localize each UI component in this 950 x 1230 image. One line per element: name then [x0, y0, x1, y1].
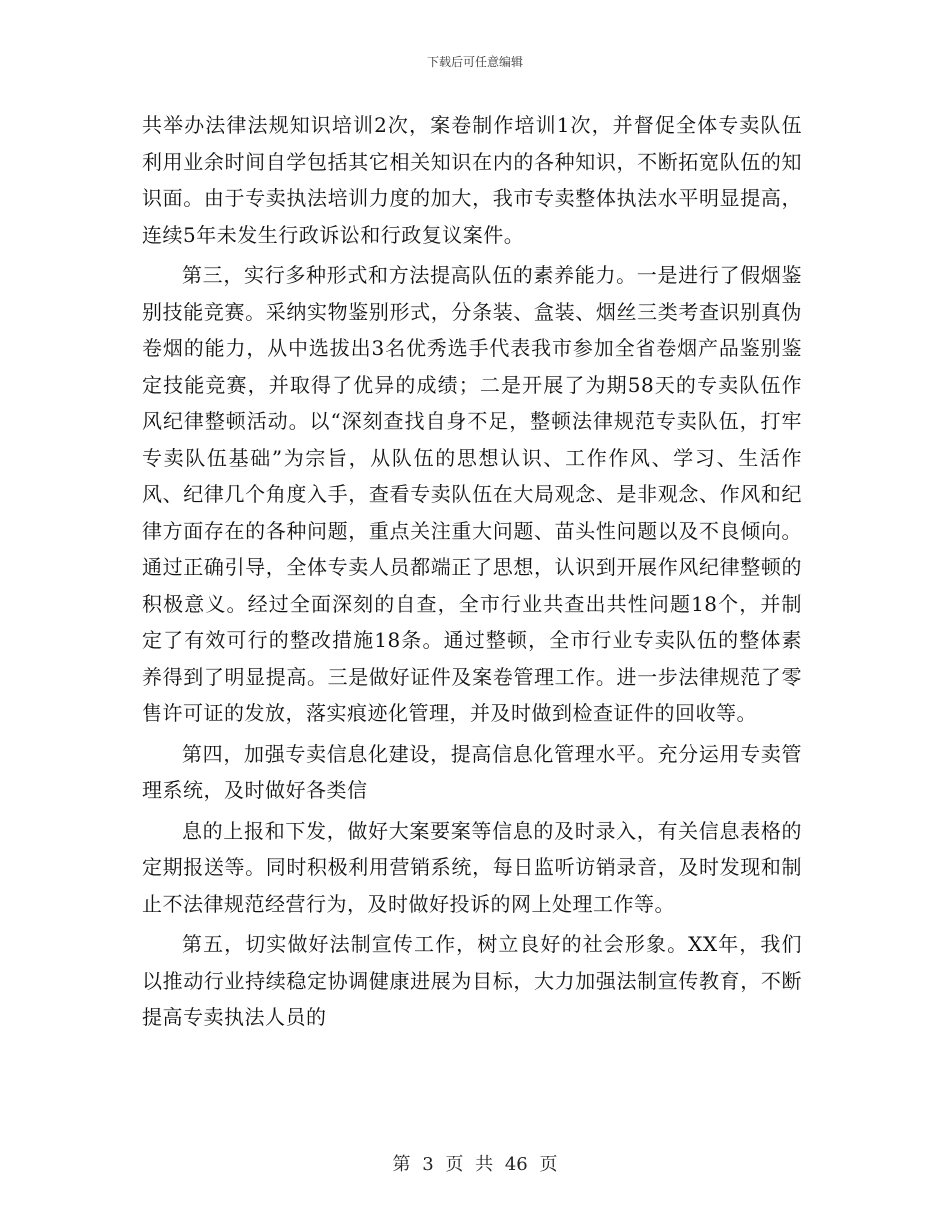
paragraph-1: 共举办法律法规知识培训2次，案卷制作培训1次，并督促全体专卖队伍利用业余时间自学包括其它相关知识在内的各种知识，不断拓宽队伍的知识面。由于专卖执法培训力度的加大，我市专卖整体执法水平明显提高，连续5年未发生行政诉讼和行政复议案件。: [142, 113, 802, 247]
page-number-footer: 第 3 页 共 46 页: [392, 1154, 558, 1175]
paragraph-3: 第四，加强专卖信息化建设，提高信息化管理水平。充分运用专卖管理系统，及时做好各类信: [142, 741, 802, 802]
paragraph-5: 第五，切实做好法制宣传工作，树立良好的社会形象。XX年，我们以推动行业持续稳定协调健康进展为目标，大力加强法制宣传教育，不断提高专卖执法人员的: [142, 932, 802, 1029]
paragraph-4: 息的上报和下发，做好大案要案等信息的及时录入，有关信息表格的定期报送等。同时积极利用营销系统，每日监听访销录音，及时发现和制止不法律规范经营行为，及时做好投诉的网上处理工作等。: [142, 818, 802, 916]
document-body: [142, 107, 802, 1036]
paragraph-2: 第三，实行多种形式和方法提高队伍的素养能力。一是进行了假烟鉴别技能竞赛。采纳实物鉴别形式，分条装、盒装、烟丝三类考查识别真伪卷烟的能力，从中选拔出3名优秀选手代表我市参加全省卷烟产品鉴别鉴定技能竞赛，并取得了优异的成绩；二是开展了为期58天的专卖队伍作风纪律整顿活动。以“深刻查找自身不足，整顿法律规范专卖队伍，打牢专卖队伍基础”为宗旨，从队伍的思想认识、工作作风、学习、生活作风、纪律几个角度入手，查看专卖队伍在大局观念、是非观念、作风和纪律方面存在的各种问题，重点关注重大问题、苗头性问题以及不良倾向。通过正确引导，全体专卖人员都端正了思想，认识到开展作风纪律整顿的积极意义。经过全面深刻的自查，全市行业共查出共性问题18个，并制定了有效可行的整改措施18条。通过整顿，全市行业专卖队伍的整体素养得到了明显提高。三是做好证件及案卷管理工作。进一步法律规范了零售许可证的发放，落实痕迹化管理，并及时做到检查证件的回收等。: [142, 263, 802, 725]
page-header-note: 下载后可任意编辑: [426, 55, 523, 69]
